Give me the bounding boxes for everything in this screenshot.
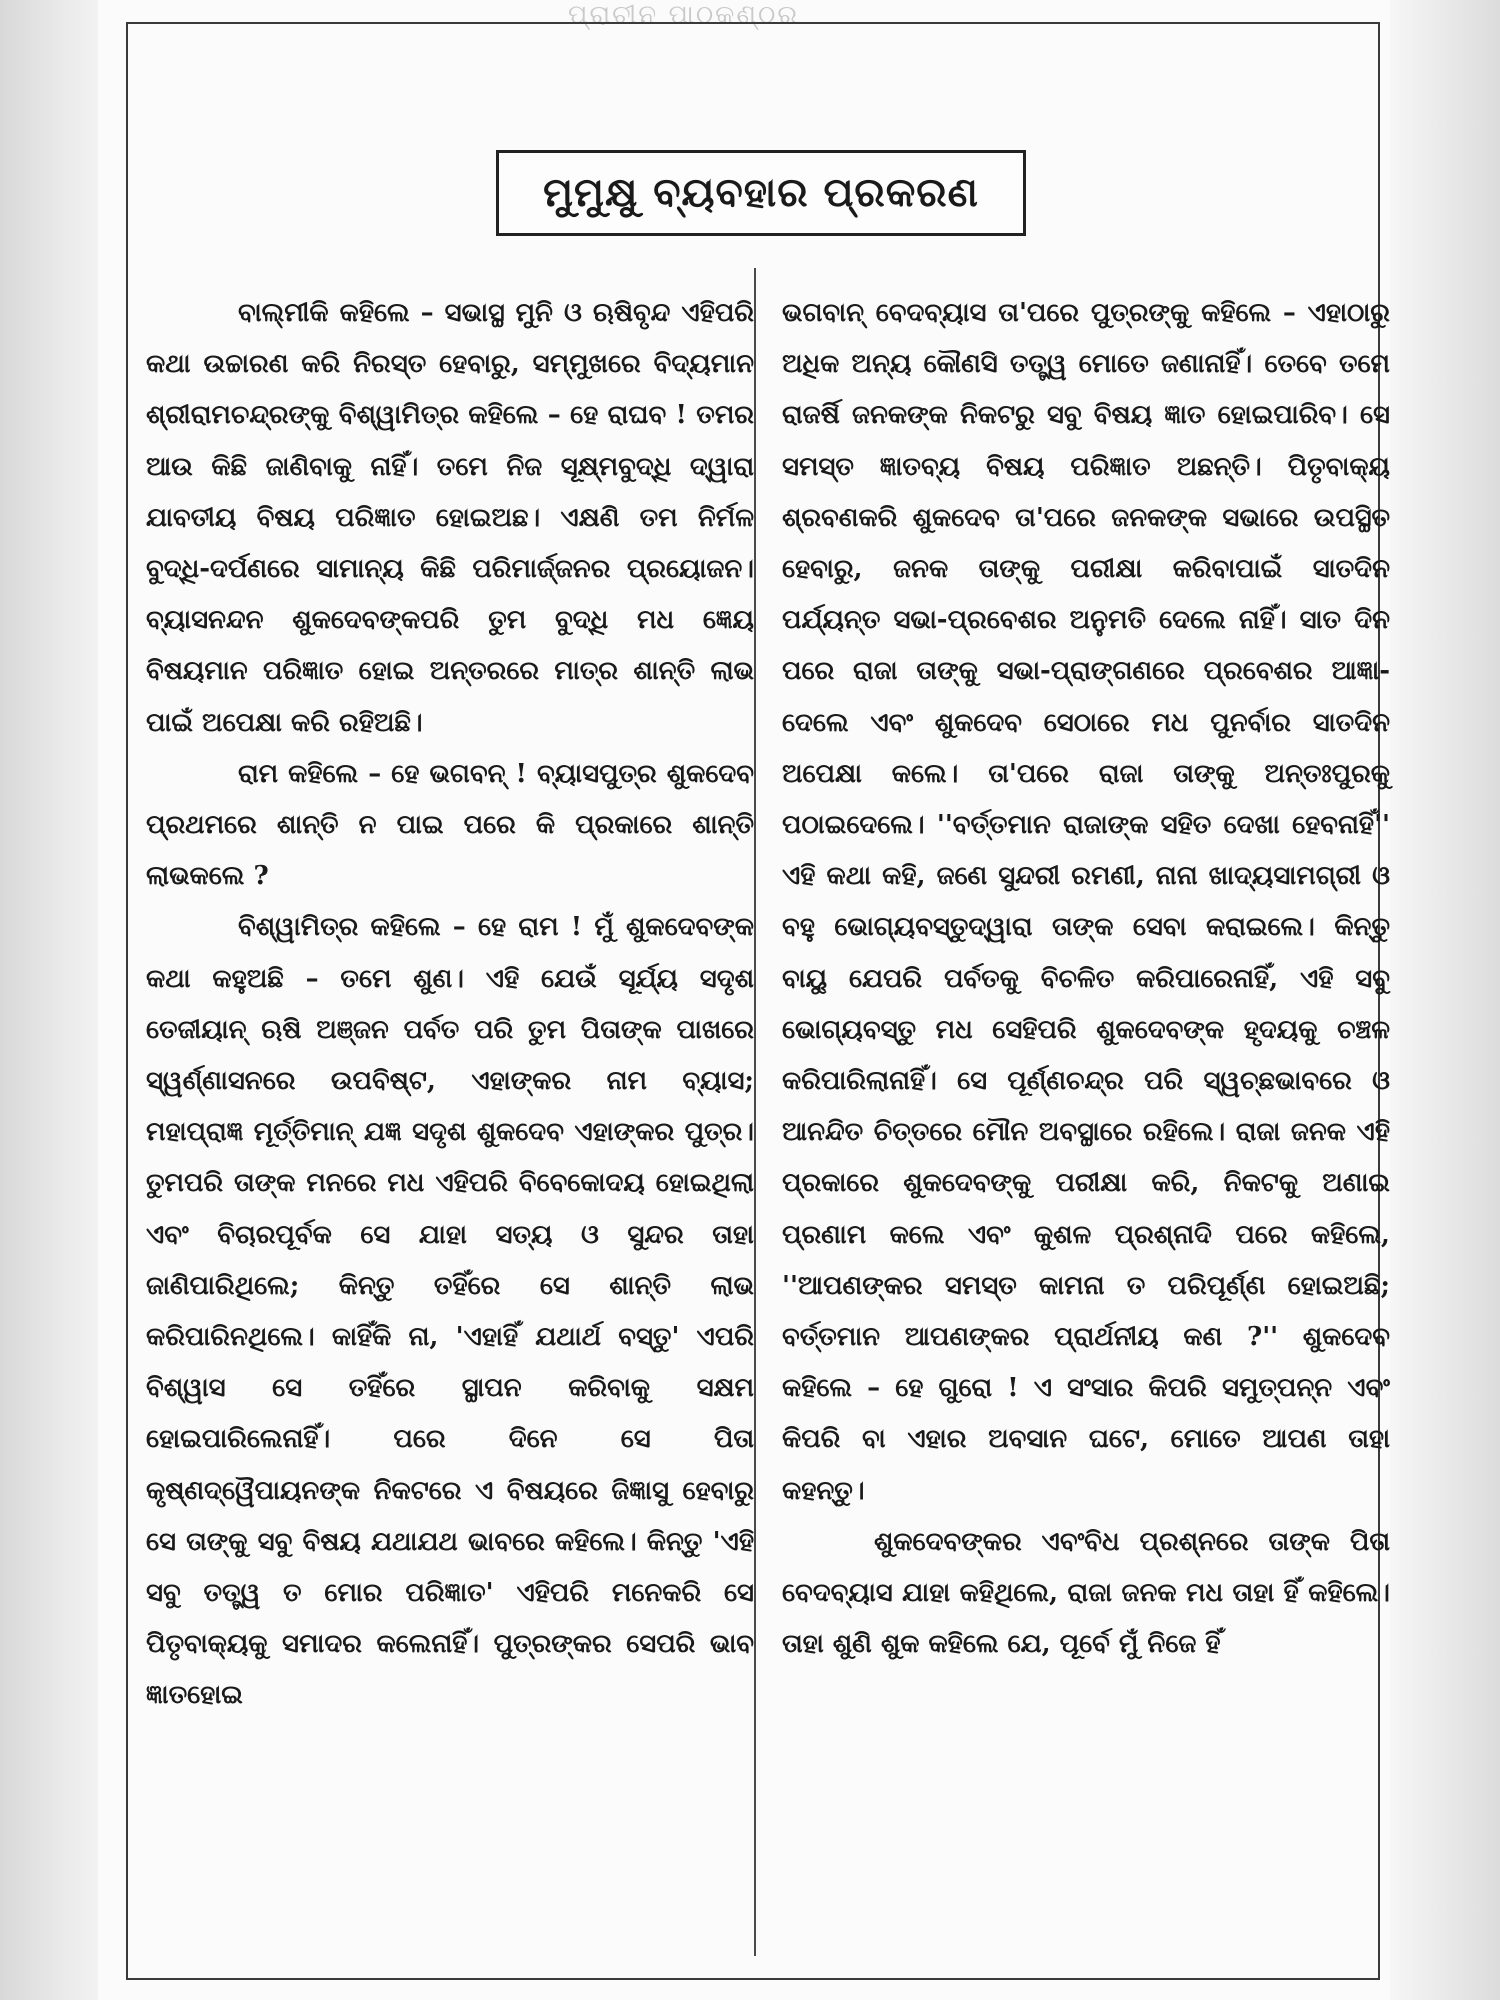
bleed-through-header: ପ୍ରାଚୀନ ପାଠକଣ୍ଠର bbox=[568, 0, 800, 30]
paragraph: ଭଗବାନ୍ ବେଦବ୍ୟାସ ତା'ପରେ ପୁତ୍ରଙ୍କୁ କହିଲେ – ଏହାଠାରୁ ଅଧିକ ଅନ୍ୟ କୌଣସି ତତ୍ତ୍ୱ ମୋତେ ଜଣାନାହିଁ। ତେବେ ତମେ ରାଜର୍ଷି ଜନକଙ୍କ ନିକଟରୁ ସବୁ ବିଷୟ ଜ୍ଞାତ ହୋଇପାରିବ। ସେ ସମସ୍ତ ଜ୍ଞାତବ୍ୟ ବିଷୟ ପରିଜ୍ଞାତ ଅଛନ୍ତି। ପିତୃବାକ୍ୟ ଶ୍ରବଣକରି ଶୁକଦେବ ତା'ପରେ ଜନକଙ୍କ ସଭାରେ ଉପସ୍ଥିତ ହେବାରୁ, ଜନକ ତାଙ୍କୁ ପରୀକ୍ଷା କରିବାପାଇଁ ସାତଦିନ ପର୍ଯ୍ୟନ୍ତ ସଭା-ପ୍ରବେଶର ଅନୁମତି ଦେଲେ ନାହିଁ। ସାତ ଦିନ ପରେ ରାଜା ତାଙ୍କୁ ସଭା-ପ୍ରାଙ୍ଗଣରେ ପ୍ରବେଶର ଆଜ୍ଞା-ଦେଲେ ଏବଂ ଶୁକଦେବ ସେଠାରେ ମଧ ପୁନର୍ବାର ସାତଦିନ ଅପେକ୍ଷା କଲେ। ତା'ପରେ ରାଜା ତାଙ୍କୁ ଅନ୍ତଃପୁରକୁ ପଠାଇଦେଲେ। ''ବର୍ତ୍ତମାନ ରାଜାଙ୍କ ସହିତ ଦେଖା ହେବନାହିଁ'' ଏହି କଥା କହି, ଜଣେ ସୁନ୍ଦରୀ ରମଣୀ, ନାନା ଖାଦ୍ୟସାମଗ୍ରୀ ଓ ବହୁ ଭୋଗ୍ୟବସ୍ତୁଦ୍ୱାରା ତାଙ୍କ ସେବା କରାଇଲେ। କିନ୍ତୁ ବାୟୁ ଯେପରି ପର୍ବତକୁ ବିଚଳିତ କରିପାରେନାହିଁ, ଏହି ସବୁ ଭୋଗ୍ୟବସ୍ତୁ ମଧ ସେହିପରି ଶୁକଦେବଙ୍କ ହୃଦୟକୁ ଚଞ୍ଚଳ କରିପାରିଲାନାହିଁ। ସେ ପୂର୍ଣ୍ଣଚନ୍ଦ୍ର ପରି ସ୍ୱଚ୍ଛଭାବରେ ଓ ଆନନ୍ଦିତ ଚିତ୍ତରେ ମୌନ ଅବସ୍ଥାରେ ରହିଲେ। ରାଜା ଜନକ ଏହି ପ୍ରକାରେ ଶୁକଦେବଙ୍କୁ ପରୀକ୍ଷା କରି, ନିକଟକୁ ଅଣାଇ ପ୍ରଣାମ କଲେ ଏବଂ କୁଶଳ ପ୍ରଶ୍ନାଦି ପରେ କହିଲେ, ''ଆପଣଙ୍କର ସମସ୍ତ କାମନା ତ ପରିପୂର୍ଣ୍ଣ ହୋଇଅଛି; ବର୍ତ୍ତମାନ ଆପଣଙ୍କର ପ୍ରାର୍ଥନୀୟ କଣ ?'' ଶୁକଦେବ କହିଲେ – ହେ ଗୁରୋ ! ଏ ସଂସାର କିପରି ସମୁତ୍ପନ୍ନ ଏବଂ କିପରି ବା ଏହାର ଅବସାନ ଘଟେ, ମୋତେ ଆପଣ ତାହା କହନ୍ତୁ। bbox=[782, 298, 1390, 1506]
book-page bbox=[98, 0, 1390, 2000]
paragraph: ଶୁକଦେବଙ୍କର ଏବଂବିଧ ପ୍ରଶ୍ନରେ ତାଙ୍କ ପିତା ବେଦବ୍ୟାସ ଯାହା କହିଥିଲେ, ରାଜା ଜନକ ମଧ ତାହା ହିଁ କହିଲେ। ତାହା ଶୁଣି ଶୁକ କହିଲେ ଯେ, ପୂର୍ବେ ମୁଁ ନିଜେ ହିଁ bbox=[782, 1526, 1390, 1660]
column-divider bbox=[754, 268, 756, 1956]
chapter-title-box bbox=[496, 150, 1026, 236]
right-column bbox=[782, 288, 1390, 1670]
chapter-title: ମୁମୁକ୍ଷୁ ବ୍ୟବହାର ପ୍ରକରଣ bbox=[543, 170, 979, 216]
scan-margin-right bbox=[1390, 0, 1500, 2000]
paragraph: ବିଶ୍ୱାମିତ୍ର କହିଲେ – ହେ ରାମ ! ମୁଁ ଶୁକଦେବଙ୍କ କଥା କହୁଅଛି – ତମେ ଶୁଣ। ଏହି ଯେଉଁ ସୂର୍ଯ୍ୟ ସଦୃଶ ତେଜୀୟାନ୍ ଋଷି ଅଞ୍ଜନ ପର୍ବତ ପରି ତୁମ ପିତାଙ୍କ ପାଖରେ ସ୍ୱର୍ଣ୍ଣାସନରେ ଉପବିଷ୍ଟ, ଏହାଙ୍କର ନାମ ବ୍ୟାସ; ମହାପ୍ରାଜ୍ଞ ମୂର୍ତ୍ତିମାନ୍ ଯଜ୍ଞ ସଦୃଶ ଶୁକଦେବ ଏହାଙ୍କର ପୁତ୍ର। ତୁମପରି ତାଙ୍କ ମନରେ ମଧ ଏହିପରି ବିବେକୋଦୟ ହୋଇଥିଲା ଏବଂ ବିଚାରପୂର୍ବକ ସେ ଯାହା ସତ୍ୟ ଓ ସୁନ୍ଦର ତାହା ଜାଣିପାରିଥିଲେ; କିନ୍ତୁ ତହିଁରେ ସେ ଶାନ୍ତି ଲାଭ କରିପାରିନଥିଲେ। କାହିଁକି ନା, 'ଏହାହିଁ ଯଥାର୍ଥ ବସ୍ତୁ' ଏପରି ବିଶ୍ୱାସ ସେ ତହିଁରେ ସ୍ଥାପନ କରିବାକୁ ସକ୍ଷମ ହୋଇପାରିଲେନାହିଁ। ପରେ ଦିନେ ସେ ପିତା କୃଷ୍ଣଦ୍ୱୈପାୟନଙ୍କ ନିକଟରେ ଏ ବିଷୟରେ ଜିଜ୍ଞାସୁ ହେବାରୁ ସେ ତାଙ୍କୁ ସବୁ ବିଷୟ ଯଥାଯଥ ଭାବରେ କହିଲେ। କିନ୍ତୁ 'ଏହି ସବୁ ତତ୍ତ୍ୱ ତ ମୋର ପରିଜ୍ଞାତ' ଏହିପରି ମନେକରି ସେ ପିତୃବାକ୍ୟକୁ ସମାଦର କଲେନାହିଁ। ପୁତ୍ରଙ୍କର ସେପରି ଭାବ ଜ୍ଞାତହୋଇ bbox=[146, 912, 754, 1711]
left-column bbox=[146, 288, 754, 1722]
paragraph: ରାମ କହିଲେ – ହେ ଭଗବନ୍ ! ବ୍ୟାସପୁତ୍ର ଶୁକଦେବ ପ୍ରଥମରେ ଶାନ୍ତି ନ ପାଇ ପରେ କି ପ୍ରକାରେ ଶାନ୍ତି ଲାଭକଲେ ? bbox=[146, 758, 754, 892]
scan-margin-left bbox=[0, 0, 98, 2000]
paragraph: ବାଲ୍ମୀକି କହିଲେ – ସଭାସ୍ଥ ମୁନି ଓ ଋଷିବୃନ୍ଦ ଏହିପରି କଥା ଉଚ୍ଚାରଣ କରି ନିରସ୍ତ ହେବାରୁ, ସମ୍ମୁଖରେ ବିଦ୍ୟମାନ ଶ୍ରୀରାମଚନ୍ଦ୍ରଙ୍କୁ ବିଶ୍ୱାମିତ୍ର କହିଲେ – ହେ ରାଘବ ! ତମର ଆଉ କିଛି ଜାଣିବାକୁ ନାହିଁ। ତମେ ନିଜ ସୂକ୍ଷ୍ମବୁଦ୍ଧି ଦ୍ୱାରା ଯାବତୀୟ ବିଷୟ ପରିଜ୍ଞାତ ହୋଇଅଛ। ଏକ୍ଷଣି ତମ ନିର୍ମଳ ବୁଦ୍ଧି-ଦର୍ପଣରେ ସାମାନ୍ୟ କିଛି ପରିମାର୍ଜ୍ଜନର ପ୍ରୟୋଜନ। ବ୍ୟାସନନ୍ଦନ ଶୁକଦେବଙ୍କପରି ତୁମ ବୁଦ୍ଧି ମଧ ଜ୍ଞେୟ ବିଷୟମାନ ପରିଜ୍ଞାତ ହୋଇ ଅନ୍ତରରେ ମାତ୍ର ଶାନ୍ତି ଲାଭ ପାଇଁ ଅପେକ୍ଷା କରି ରହିଅଛି। bbox=[146, 298, 754, 738]
